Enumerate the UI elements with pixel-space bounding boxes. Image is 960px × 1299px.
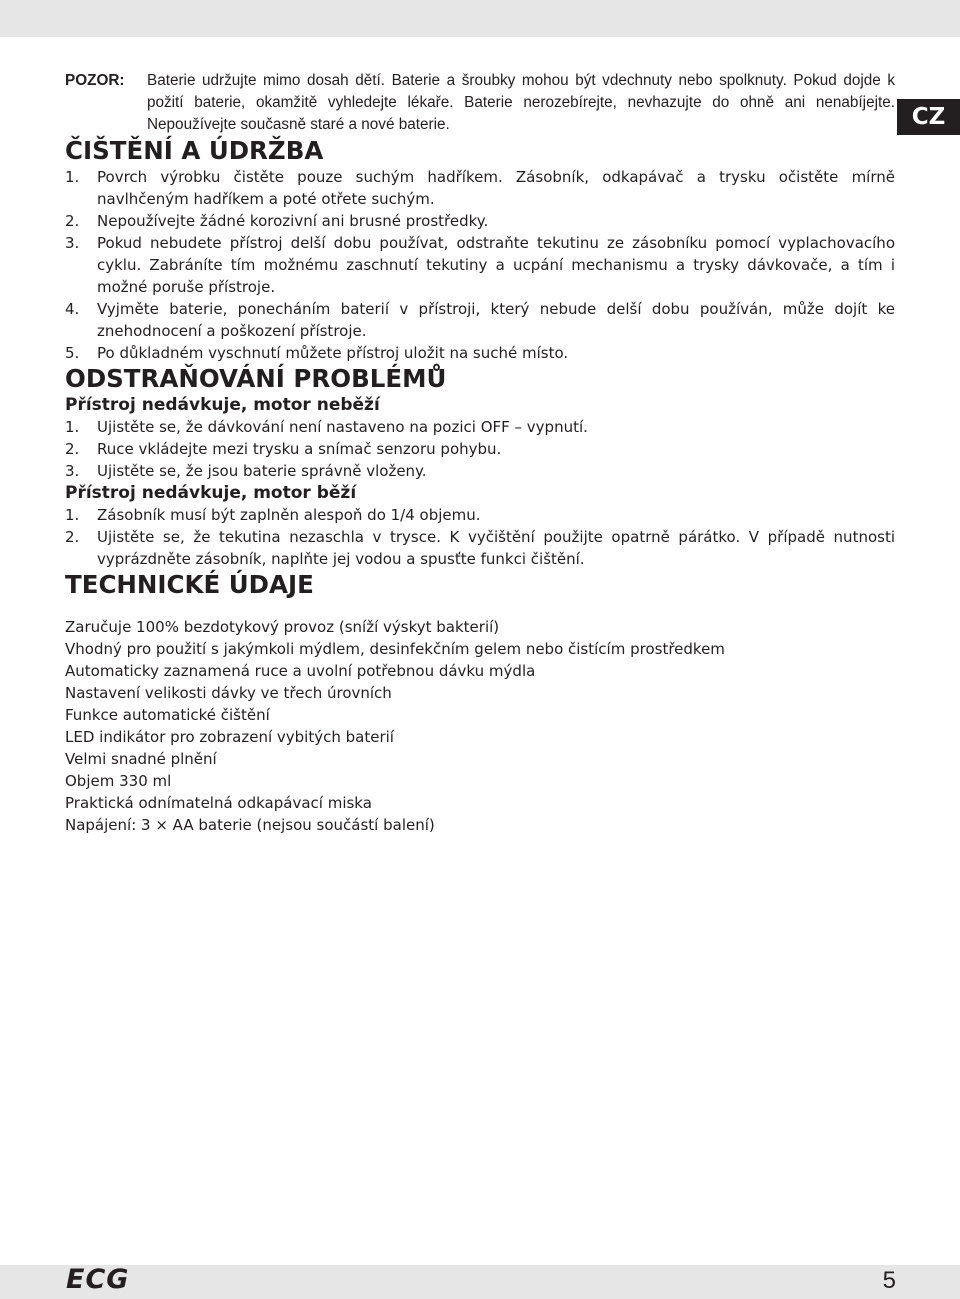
item-text: Povrch výrobku čistěte pouze suchým hadříkem. Zásobník, odkapávač a trysku očistěte mírně navlhčeným hadříkem a poté otřete suchým. bbox=[97, 168, 895, 208]
page-number: 5 bbox=[882, 1267, 896, 1294]
spec-line: Automaticky zaznamená ruce a uvolní potřebnou dávku mýdla bbox=[65, 662, 536, 680]
problem-heading: Přístroj nedávkuje, motor neběží bbox=[65, 395, 380, 415]
list-item bbox=[65, 416, 895, 438]
item-number: 1. bbox=[65, 506, 80, 524]
list-item bbox=[65, 438, 895, 460]
item-text: Nepoužívejte žádné korozivní ani brusné prostředky. bbox=[97, 212, 489, 230]
item-text: Ruce vkládejte mezi trysku a snímač senzoru pohybu. bbox=[97, 440, 502, 458]
item-text: Ujistěte se, že dávkování není nastaveno na pozici OFF – vypnutí. bbox=[97, 418, 588, 436]
specs-list bbox=[65, 616, 895, 836]
item-number: 1. bbox=[65, 418, 80, 436]
item-number: 2. bbox=[65, 212, 80, 230]
warning-label: POZOR: bbox=[65, 72, 125, 89]
list-item bbox=[65, 526, 895, 570]
spec-line: Vhodný pro použití s jakýmkoli mýdlem, desinfekčním gelem nebo čistícím prostředkem bbox=[65, 640, 725, 658]
list-item bbox=[65, 460, 895, 482]
warning-text: Baterie udržujte mimo dosah dětí. Baterie a šroubky mohou být vdechnuty nebo spolknuty. Pokud dojde k požití baterie, okamžitě vyhledejte lékaře. Baterie nerozebírejte, nevhazujte do ohně ani nenabíjejte. Nepoužívejte současně staré a nové baterie. bbox=[147, 72, 895, 133]
item-number: 2. bbox=[65, 528, 80, 546]
item-text: Zásobník musí být zaplněn alespoň do 1/4 objemu. bbox=[97, 506, 481, 524]
top-bar bbox=[0, 0, 960, 37]
spec-line: Napájení: 3 × AA baterie (nejsou součástí balení) bbox=[65, 816, 435, 834]
item-text: Vyjměte baterie, ponecháním baterií v přístroji, který nebude delší dobu používán, může dojít ke znehodnocení a poškození přístroje. bbox=[97, 300, 895, 340]
troubleshooting-title: ODSTRAŇOVÁNÍ PROBLÉMŮ bbox=[65, 364, 447, 393]
item-number: 1. bbox=[65, 168, 80, 186]
list-item bbox=[65, 504, 895, 526]
spec-line: Velmi snadné plnění bbox=[65, 750, 217, 768]
item-number: 3. bbox=[65, 462, 80, 480]
cleaning-title: ČIŠTĚNÍ A ÚDRŽBA bbox=[65, 136, 324, 165]
spec-line: Funkce automatické čištění bbox=[65, 706, 270, 724]
page-content bbox=[65, 70, 895, 836]
item-text: Po důkladném vyschnutí můžete přístroj uložit na suché místo. bbox=[97, 344, 569, 362]
item-number: 3. bbox=[65, 234, 80, 252]
spec-line: LED indikátor pro zobrazení vybitých baterií bbox=[65, 728, 394, 746]
item-text: Ujistěte se, že tekutina nezaschla v trysce. K vyčištění použijte opatrně párátko. V případě nutnosti vyprázdněte zásobník, naplňte jej vodou a spusťte funkci čištění. bbox=[97, 528, 895, 568]
list-item bbox=[65, 342, 895, 364]
cleaning-list bbox=[65, 166, 895, 364]
item-number: 5. bbox=[65, 344, 80, 362]
spec-line: Objem 330 ml bbox=[65, 772, 172, 790]
problem-list bbox=[65, 416, 895, 482]
list-item bbox=[65, 166, 895, 210]
spec-line: Zaručuje 100% bezdotykový provoz (sníží výskyt bakterií) bbox=[65, 618, 500, 636]
brand-logo: ECG bbox=[66, 1264, 130, 1295]
list-item bbox=[65, 298, 895, 342]
problem-heading: Přístroj nedávkuje, motor běží bbox=[65, 483, 357, 503]
footer-bar bbox=[0, 1265, 960, 1299]
item-number: 4. bbox=[65, 300, 80, 318]
item-text: Ujistěte se, že jsou baterie správně vloženy. bbox=[97, 462, 427, 480]
spec-line: Nastavení velikosti dávky ve třech úrovních bbox=[65, 684, 392, 702]
spec-line: Praktická odnímatelná odkapávací miska bbox=[65, 794, 372, 812]
list-item bbox=[65, 210, 895, 232]
specs-title: TECHNICKÉ ÚDAJE bbox=[65, 570, 314, 599]
warning-block bbox=[65, 70, 895, 136]
item-text: Pokud nebudete přístroj delší dobu používat, odstraňte tekutinu ze zásobníku pomocí vyplachovacího cyklu. Zabráníte tím možnému zaschnutí tekutiny a ucpání mechanismu a trysky dávkovače, a tím i možné poruše přístroje. bbox=[97, 234, 895, 296]
language-badge: CZ bbox=[897, 99, 960, 135]
list-item bbox=[65, 232, 895, 298]
problem-list bbox=[65, 504, 895, 570]
item-number: 2. bbox=[65, 440, 80, 458]
